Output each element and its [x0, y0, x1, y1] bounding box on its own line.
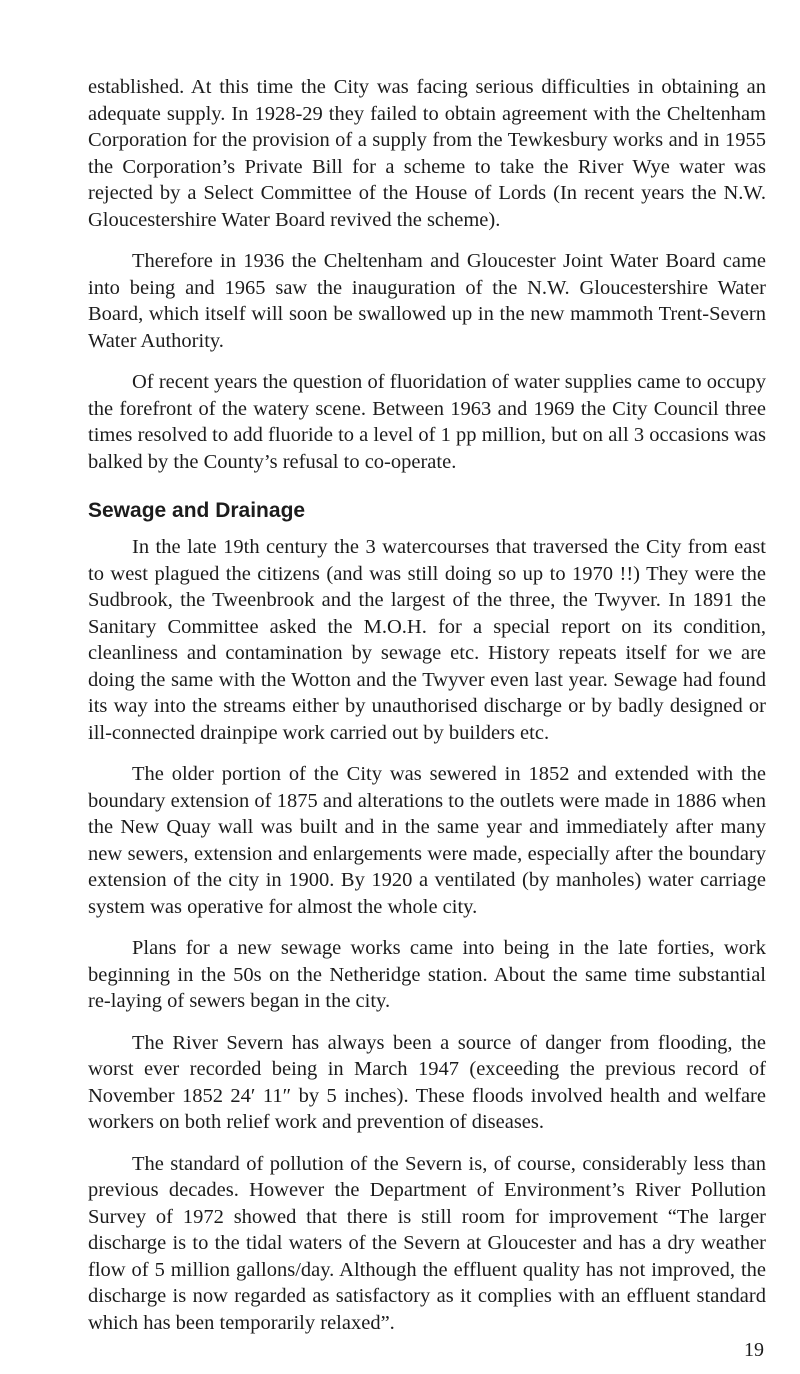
- paragraph-water-supply-history: established. At this time the City was facing serious difficulties in obtaining an adequate supply. In 1928-29 they failed to obtain agreement with the Cheltenham Corporation for the provision of a supply from the Tewkesbury works and in 1955 the Corporation’s Private Bill for a scheme to take the River Wye water was rejected by a Select Committee of the House of Lords (In recent years the N.W. Gloucestershire Water Board revived the scheme).: [88, 76, 766, 231]
- paragraph-joint-water-board: Therefore in 1936 the Cheltenham and Gloucester Joint Water Board came into being and 1965 saw the inauguration of the N.W. Gloucestershire Water Board, which itself will soon be swallowed up in the new mammoth Trent-Severn Water Authority.: [88, 250, 766, 352]
- section-heading-sewage-drainage: Sewage and Drainage: [88, 499, 306, 522]
- paragraph-sewage-works-plans: Plans for a new sewage works came into being in the late forties, work beginning in the 50s on the Netheridge station. About the same time substantial re-laying of sewers began in the city.: [88, 937, 766, 1012]
- page-number: 19: [744, 1339, 764, 1361]
- paragraph-sewer-history: The older portion of the City was sewered in 1852 and extended with the boundary extension of 1875 and alterations to the outlets were made in 1886 when the New Quay wall was built and in the same year and immediately after many new sewers, extension and enlargements were made, especially after the boundary extension of the city in 1900. By 1920 a ventilated (by manholes) water carriage system was operative for almost the whole city.: [88, 763, 766, 918]
- paragraph-severn-flooding: The River Severn has always been a source of danger from flooding, the worst ever recorded being in March 1947 (exceeding the previous record of November 1852 24′ 11″ by 5 inches). These floods involved health and welfare workers on both relief work and prevention of diseases.: [88, 1031, 766, 1133]
- document-page: [88, 74, 766, 1336]
- paragraph-fluoridation: Of recent years the question of fluoridation of water supplies came to occupy the forefront of the watery scene. Between 1963 and 1969 the City Council three times resolved to add fluoride to a level of 1 pp million, but on all 3 occasions was balked by the County’s refusal to co-operate.: [88, 371, 766, 473]
- paragraph-severn-pollution: The standard of pollution of the Severn is, of course, considerably less than previous decades. However the Department of Environment’s River Pollution Survey of 1972 showed that there is still room for improvement “The larger discharge is to the tidal waters of the Severn at Gloucester and has a dry weather flow of 5 million gallons/day. Although the effluent quality has not improved, the discharge is now regarded as satisfactory as it complies with an effluent standard which has been temporarily relaxed”.: [88, 1152, 766, 1334]
- paragraph-watercourses: In the late 19th century the 3 watercourses that traversed the City from east to west plagued the citizens (and was still doing so up to 1970 !!) They were the Sudbrook, the Tweenbrook and the largest of the three, the Twyver. In 1891 the Sanitary Committee asked the M.O.H. for a special report on its condition, cleanliness and contamination by sewage etc. History repeats itself for we are doing the same with the Wotton and the Twyver even last year. Sewage had found its way into the streams either by unauthorised discharge or by badly designed or ill-connected drainpipe work carried out by builders etc.: [88, 536, 766, 744]
